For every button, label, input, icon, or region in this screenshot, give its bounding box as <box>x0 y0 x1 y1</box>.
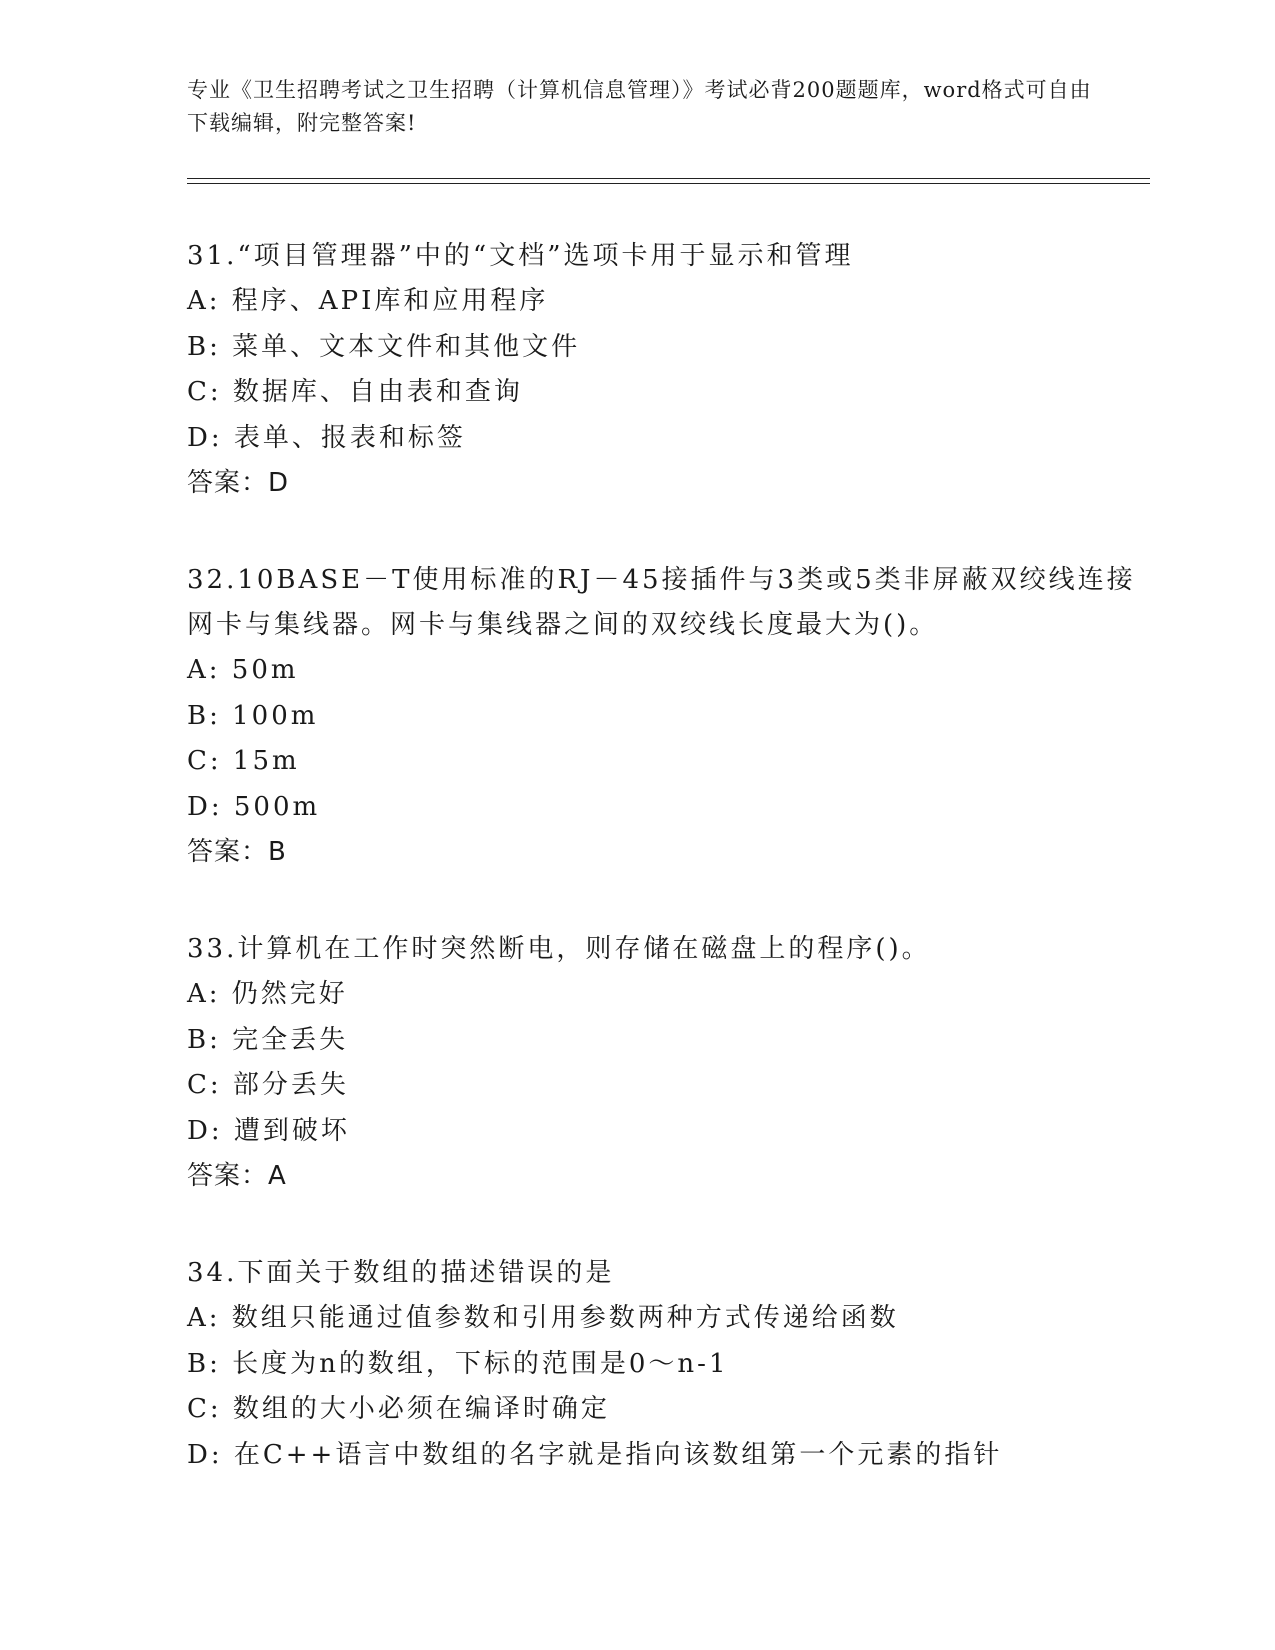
option-c: C: 数据库、自由表和查询 <box>187 377 523 407</box>
option-d: D: 表单、报表和标签 <box>187 422 466 453</box>
option-c: C: 部分丢失 <box>187 1070 349 1100</box>
option-b: B: 完全丢失 <box>187 1024 349 1055</box>
question-list <box>187 234 1147 1530</box>
question-stem: 31.“项目管理器”中的“文档”选项卡用于显示和管理 <box>187 241 854 271</box>
option-d: D: 在C++语言中数组的名字就是指向该数组第一个元素的指针 <box>187 1439 1003 1470</box>
option-a: A: 50m <box>187 655 299 685</box>
header-divider-bottom <box>187 183 1150 184</box>
option-a: A: 程序、API库和应用程序 <box>187 286 549 316</box>
option-b: B: 菜单、文本文件和其他文件 <box>187 331 581 362</box>
question-34 <box>187 1251 1147 1478</box>
question-31 <box>187 234 1147 506</box>
option-a: A: 仍然完好 <box>187 979 348 1009</box>
option-b: B: 100m <box>187 700 319 731</box>
answer: 答案：D <box>187 468 290 498</box>
question-32 <box>187 558 1147 875</box>
option-d: D: 遭到破坏 <box>187 1115 350 1146</box>
question-stem: 32.10BASE－T使用标准的RJ－45接插件与3类或5类非屏蔽双绞线连接网卡与集线器。网卡与集线器之间的双绞线长度最大为()。 <box>187 565 1136 640</box>
answer: 答案：B <box>187 837 287 867</box>
question-stem: 34.下面关于数组的描述错误的是 <box>187 1258 615 1288</box>
option-a: A: 数组只能通过值参数和引用参数两种方式传递给函数 <box>187 1303 899 1333</box>
header-divider-top <box>187 178 1150 179</box>
answer: 答案：A <box>187 1161 287 1191</box>
option-b: B: 长度为n的数组，下标的范围是0～n-1 <box>187 1348 729 1379</box>
document-header: 专业《卫生招聘考试之卫生招聘（计算机信息管理）》考试必背200题题库，word格式可自由下载编辑，附完整答案! <box>187 78 1092 135</box>
option-c: C: 数组的大小必须在编译时确定 <box>187 1394 610 1424</box>
option-c: C: 15m <box>187 746 300 776</box>
question-stem: 33.计算机在工作时突然断电，则存储在磁盘上的程序()。 <box>187 934 931 964</box>
question-33 <box>187 927 1147 1199</box>
option-d: D: 500m <box>187 791 321 822</box>
